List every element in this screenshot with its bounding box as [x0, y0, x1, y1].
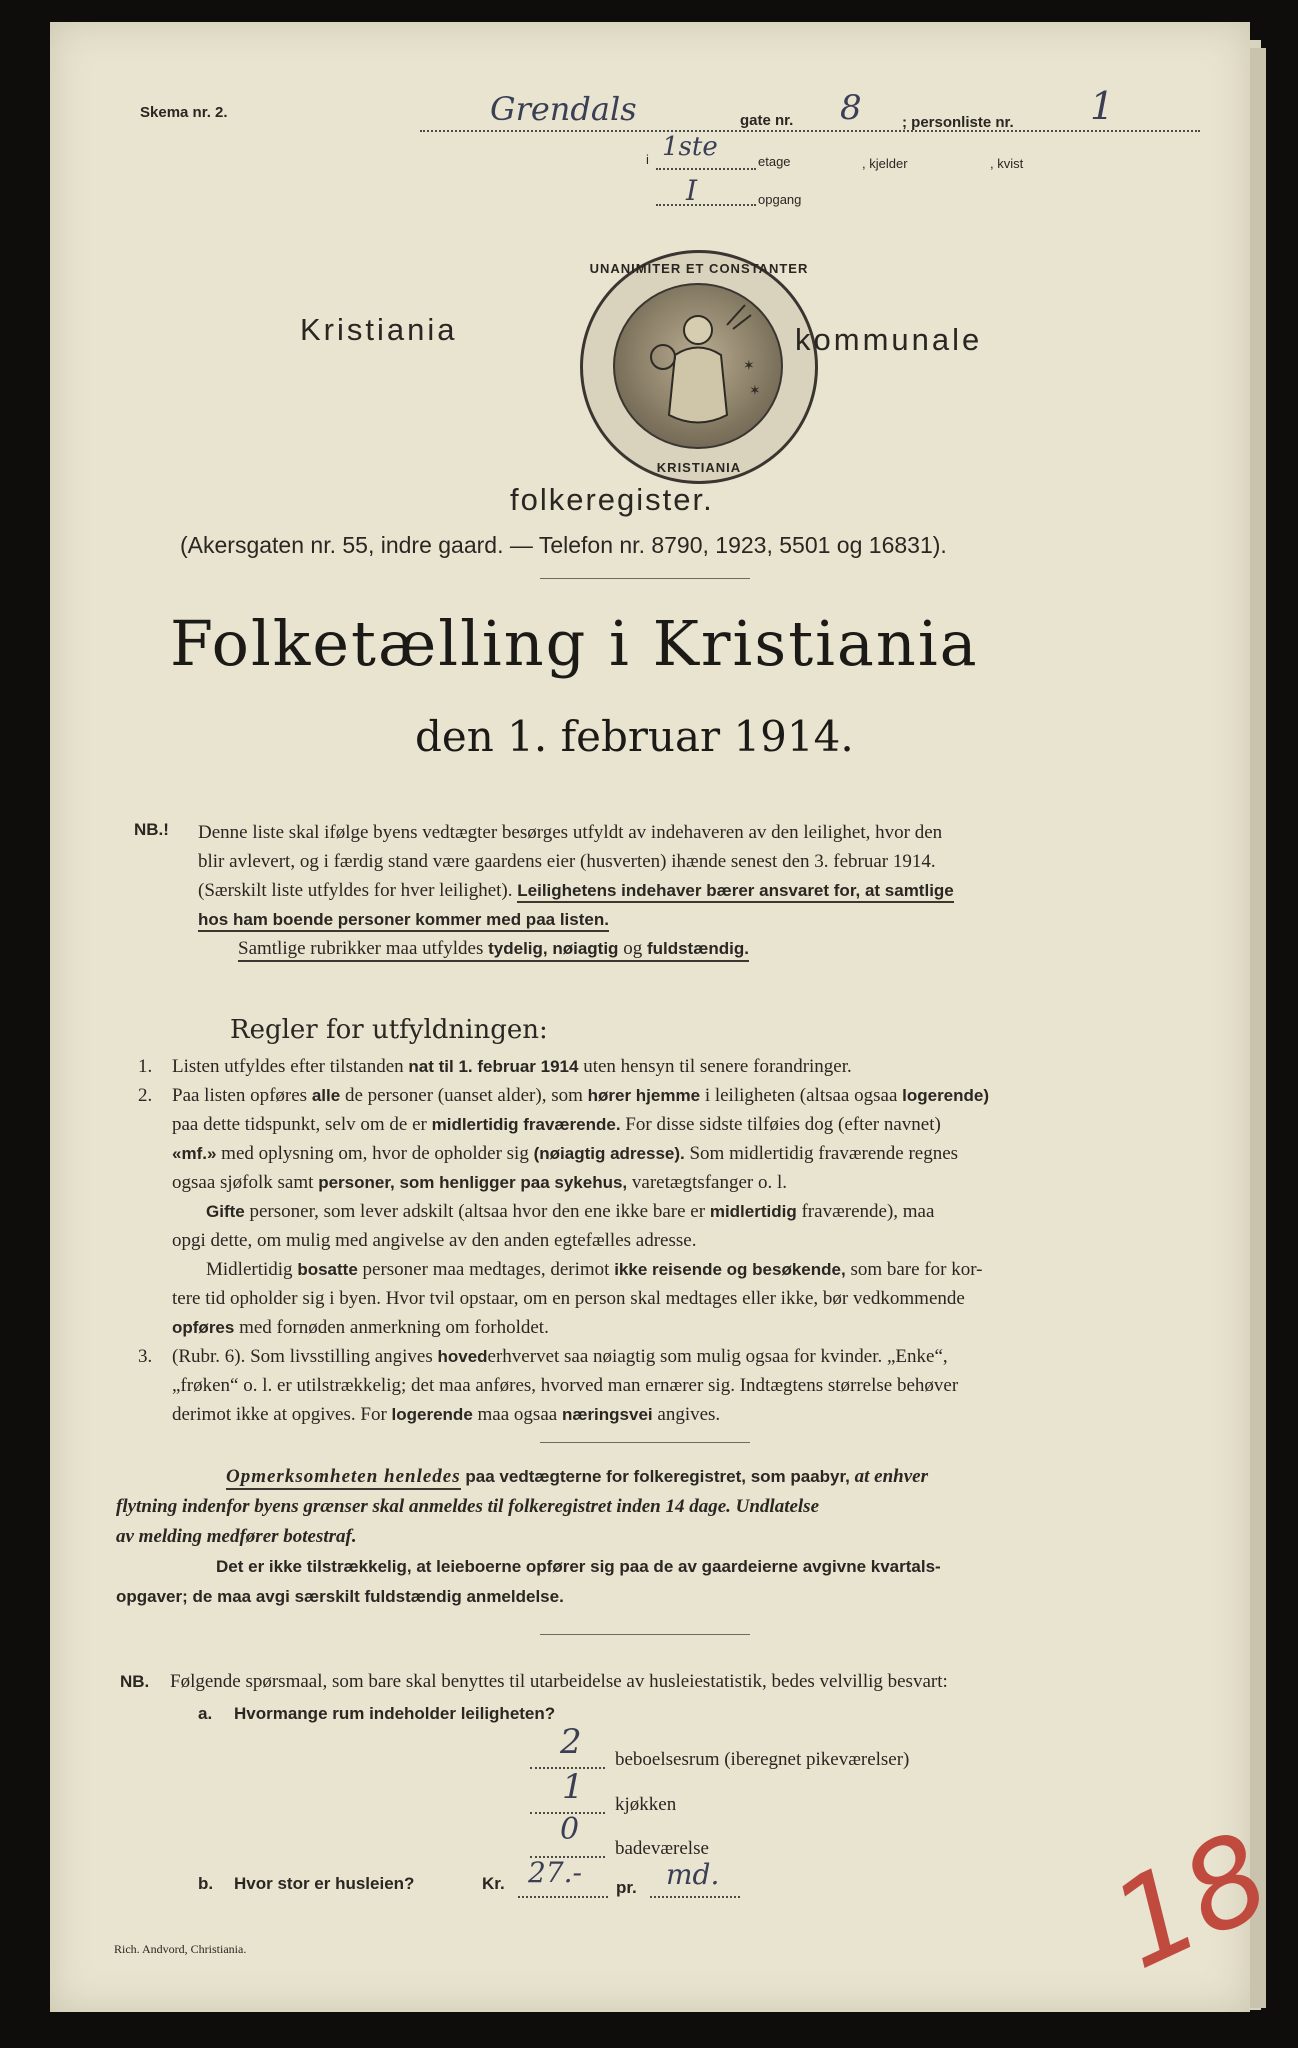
rule-text: som bare for kor- [850, 1259, 983, 1280]
rooms-value-handwritten: 2 [560, 1722, 582, 1762]
bathroom-value-handwritten: 0 [560, 1812, 580, 1847]
census-form [50, 22, 1290, 2012]
nb1-text-part: Samtlige rubrikker maa utfyldes [238, 938, 484, 959]
rule-3-cont: „frøken“ o. l. er utilstrækkelig; det maa anføres, hvorved man ernærer sig. Indtægtens størrelse behøver [172, 1375, 959, 1396]
rule-emphasis: logerende) [902, 1086, 990, 1105]
rule-emphasis: næringsvei [561, 1405, 653, 1424]
rule-emphasis: hører hjemme [587, 1086, 701, 1105]
attention-line [116, 1462, 1216, 1492]
rule-text: angives. [657, 1404, 721, 1425]
rule-text: med oplysning om, hvor de opholder sig [221, 1143, 529, 1164]
rule-1 [138, 1052, 1218, 1081]
i-label: i [646, 152, 649, 167]
rule-text: paa dette tidspunkt, selv om de er [172, 1114, 427, 1135]
rule-2-cont [138, 1168, 1218, 1197]
rule-text: For disse sidste tilføies dog (efter navnet) [625, 1114, 941, 1135]
rule-emphasis: midlertidig [709, 1202, 797, 1221]
red-pencil-annotation: 18 [1092, 1806, 1290, 1997]
opgang-handwritten: I [686, 174, 698, 207]
rule-text: Som midlertidig fraværende regnes [689, 1143, 959, 1164]
nb1-text [198, 818, 1208, 963]
svg-text:✶: ✶ [743, 359, 755, 374]
nb1-emphasis: fuldstændig. [646, 939, 749, 958]
nb1-line: blir avlevert, og i færdig stand være gaardens eier (husverten) ihænde senest den 3. februar 1914. [198, 851, 936, 872]
rule-2-cont [138, 1197, 1218, 1226]
rule-emphasis: nat til 1. februar 1914 [408, 1057, 579, 1076]
seal-bottom-text: KRISTIANIA [656, 460, 742, 475]
printer-credit: Rich. Andvord, Christiania. [114, 1942, 247, 1956]
rule-text: de personer (uanset alder), som [344, 1085, 583, 1106]
nb1-line [198, 905, 1208, 934]
nb1-emphasis: tydelig, nøiagtig [488, 939, 619, 958]
rule-emphasis: bosatte [297, 1260, 358, 1279]
attention-emphasis: at enhver [854, 1466, 929, 1487]
seal-figure-icon [615, 285, 781, 447]
nb1-emphasis: Leilighetens indehaver bærer ansvaret for, at samtlige [517, 881, 954, 903]
rule-text: Listen utfyldes efter tilstanden [172, 1056, 404, 1077]
attention-line: Det er ikke tilstrækkelig, at leieboerne opfører sig paa de av gaardeierne avgivne kvartals- [216, 1557, 941, 1576]
kitchen-label: kjøkken [615, 1794, 677, 1815]
rent-handwritten: 27.- [528, 1856, 582, 1889]
rule-2-cont: opgi dette, om mulig med angivelse av den anden egtefælles adresse. [172, 1230, 697, 1251]
gate-label: gate nr. [740, 112, 794, 129]
address-line [420, 130, 1200, 132]
etage-line [656, 168, 756, 170]
rent-line [518, 1896, 608, 1898]
personliste-label: ; personliste nr. [902, 114, 1014, 131]
rule-2-cont: tere tid opholder sig i byen. Hvor tvil opstaar, om en person skal medtages eller ikke, bør vedkommende [172, 1288, 965, 1309]
rule-text: derimot ikke at opgives. For [172, 1404, 387, 1425]
divider [540, 1634, 750, 1635]
rooms-label: beboelsesrum (iberegnet pikeværelser) [615, 1749, 910, 1770]
attention-text: paa vedtægterne for folkeregistret, som paabyr, [465, 1467, 850, 1486]
seal-top-text: UNANIMITER ET CONSTANTER [589, 261, 809, 276]
divider [540, 1442, 750, 1443]
skema-label: Skema nr. 2. [140, 104, 228, 121]
rule-text: Midlertidig [206, 1259, 293, 1280]
rule-emphasis: «mf.» [172, 1144, 217, 1163]
page-subtitle: den 1. februar 1914. [415, 712, 854, 761]
nb1-emphasis: hos ham boende personer kommer med paa listen. [198, 910, 609, 932]
rule-emphasis: hoved [437, 1347, 488, 1366]
nb2-intro: Følgende spørsmaal, som bare skal benyttes til utarbeidelse av husleiestatistik, bedes velvillig besvart: [170, 1671, 948, 1692]
rule-text: uten hensyn til senere forandringer. [583, 1056, 852, 1077]
nb1-text-part: (Særskilt liste utfyldes for hver leilighet). [198, 880, 513, 901]
rule-number: 1. [138, 1056, 153, 1077]
rules-list [138, 1052, 1218, 1429]
etage-handwritten: 1ste [662, 132, 718, 162]
pr-label: pr. [616, 1878, 637, 1897]
attention-line: av melding medfører botestraf. [116, 1526, 357, 1547]
divider [540, 578, 750, 579]
rule-emphasis: (nøiagtig adresse). [533, 1144, 685, 1163]
rule-text: fraværende), maa [801, 1201, 935, 1222]
rule-3 [138, 1342, 1218, 1371]
seal-emblem [613, 283, 783, 449]
personliste-handwritten: 1 [1090, 84, 1115, 128]
rule-emphasis: opføres [172, 1318, 235, 1337]
opgang-line [656, 204, 756, 206]
gate-nr-handwritten: 8 [840, 88, 862, 128]
rule-text: personer, som lever adskilt (altsaa hvor den ene ikke bare er [249, 1201, 706, 1222]
rule-3-cont [138, 1400, 1218, 1429]
rule-2-cont [138, 1139, 1218, 1168]
kitchen-value-handwritten: 1 [562, 1767, 584, 1807]
etage-label: etage [758, 154, 791, 169]
rule-emphasis: ikke reisende og besøkende, [614, 1260, 846, 1279]
office-name: folkeregister. [510, 482, 714, 517]
street-handwritten: Grendals [490, 90, 637, 128]
office-left: Kristiania [300, 312, 458, 347]
kvist-label: , kvist [990, 156, 1024, 171]
attention-emphasis: Opmerksomheten henledes [226, 1466, 461, 1490]
nb1-text-part: og [623, 938, 643, 959]
page-title: Folketælling i Kristiania [170, 607, 979, 680]
rule-emphasis: alle [311, 1086, 341, 1105]
opgang-label: opgang [758, 192, 802, 207]
rule-2 [138, 1081, 1218, 1110]
nb2-label: NB. [120, 1672, 150, 1691]
kr-label: Kr. [482, 1874, 505, 1893]
rule-emphasis: personer, som henligger paa sykehus, [318, 1173, 628, 1192]
rule-text: varetægtsfanger o. l. [631, 1172, 788, 1193]
nb1-line [198, 876, 1208, 905]
nb1-label: NB.! [134, 820, 169, 839]
rule-emphasis: Gifte [206, 1202, 245, 1221]
svg-text:✶: ✶ [749, 384, 761, 399]
rule-number: 3. [138, 1346, 153, 1367]
rule-emphasis: midlertidig fraværende. [431, 1115, 621, 1134]
rules-heading: Regler for utfyldningen: [230, 1015, 548, 1045]
rule-text: personer maa medtages, derimot [362, 1259, 610, 1280]
rule-number: 2. [138, 1085, 153, 1106]
rule-2-cont [138, 1110, 1218, 1139]
kjelder-label: , kjelder [862, 156, 908, 171]
rule-text: med fornøden anmerkning om forholdet. [239, 1317, 549, 1338]
rule-2-cont [138, 1255, 1218, 1284]
bathroom-label: badeværelse [615, 1838, 709, 1859]
period-handwritten: md. [666, 1858, 720, 1891]
nb2-b-question: Hvor stor er husleien? [234, 1874, 415, 1893]
attention-line: flytning indenfor byens grænser skal anmeldes til folkeregistret inden 14 dage. Undlatelse [116, 1496, 820, 1517]
attention-line: opgaver; de maa avgi særskilt fuldstændig anmeldelse. [116, 1587, 564, 1606]
rule-text: erhvervet saa nøiagtig som mulig ogsaa for kvinder. „Enke“, [487, 1346, 948, 1367]
nb1-line: Denne liste skal ifølge byens vedtægter besørges utfyldt av indehaveren av den leilighet, hvor den [198, 822, 943, 843]
kristiania-seal [580, 250, 818, 484]
nb2-b-label: b. [198, 1874, 214, 1893]
rule-text: i leiligheten (altsaa ogsaa [704, 1085, 898, 1106]
rule-text: (Rubr. 6). Som livsstilling angives [172, 1346, 433, 1367]
nb2-a-label: a. [198, 1704, 213, 1723]
office-address: (Akersgaten nr. 55, indre gaard. — Telefon nr. 8790, 1923, 5501 og 16831). [180, 532, 947, 558]
rule-2-cont [138, 1313, 1218, 1342]
rule-text: ogsaa sjøfolk samt [172, 1172, 314, 1193]
office-right: kommunale [795, 322, 983, 357]
attention-block [116, 1462, 1216, 1612]
period-line [650, 1896, 740, 1898]
nb1-line [198, 934, 1208, 963]
rule-emphasis: logerende [391, 1405, 473, 1424]
rule-text: maa ogsaa [477, 1404, 558, 1425]
rule-text: Paa listen opføres [172, 1085, 308, 1106]
nb2-a-question: Hvormange rum indeholder leiligheten? [234, 1704, 556, 1723]
